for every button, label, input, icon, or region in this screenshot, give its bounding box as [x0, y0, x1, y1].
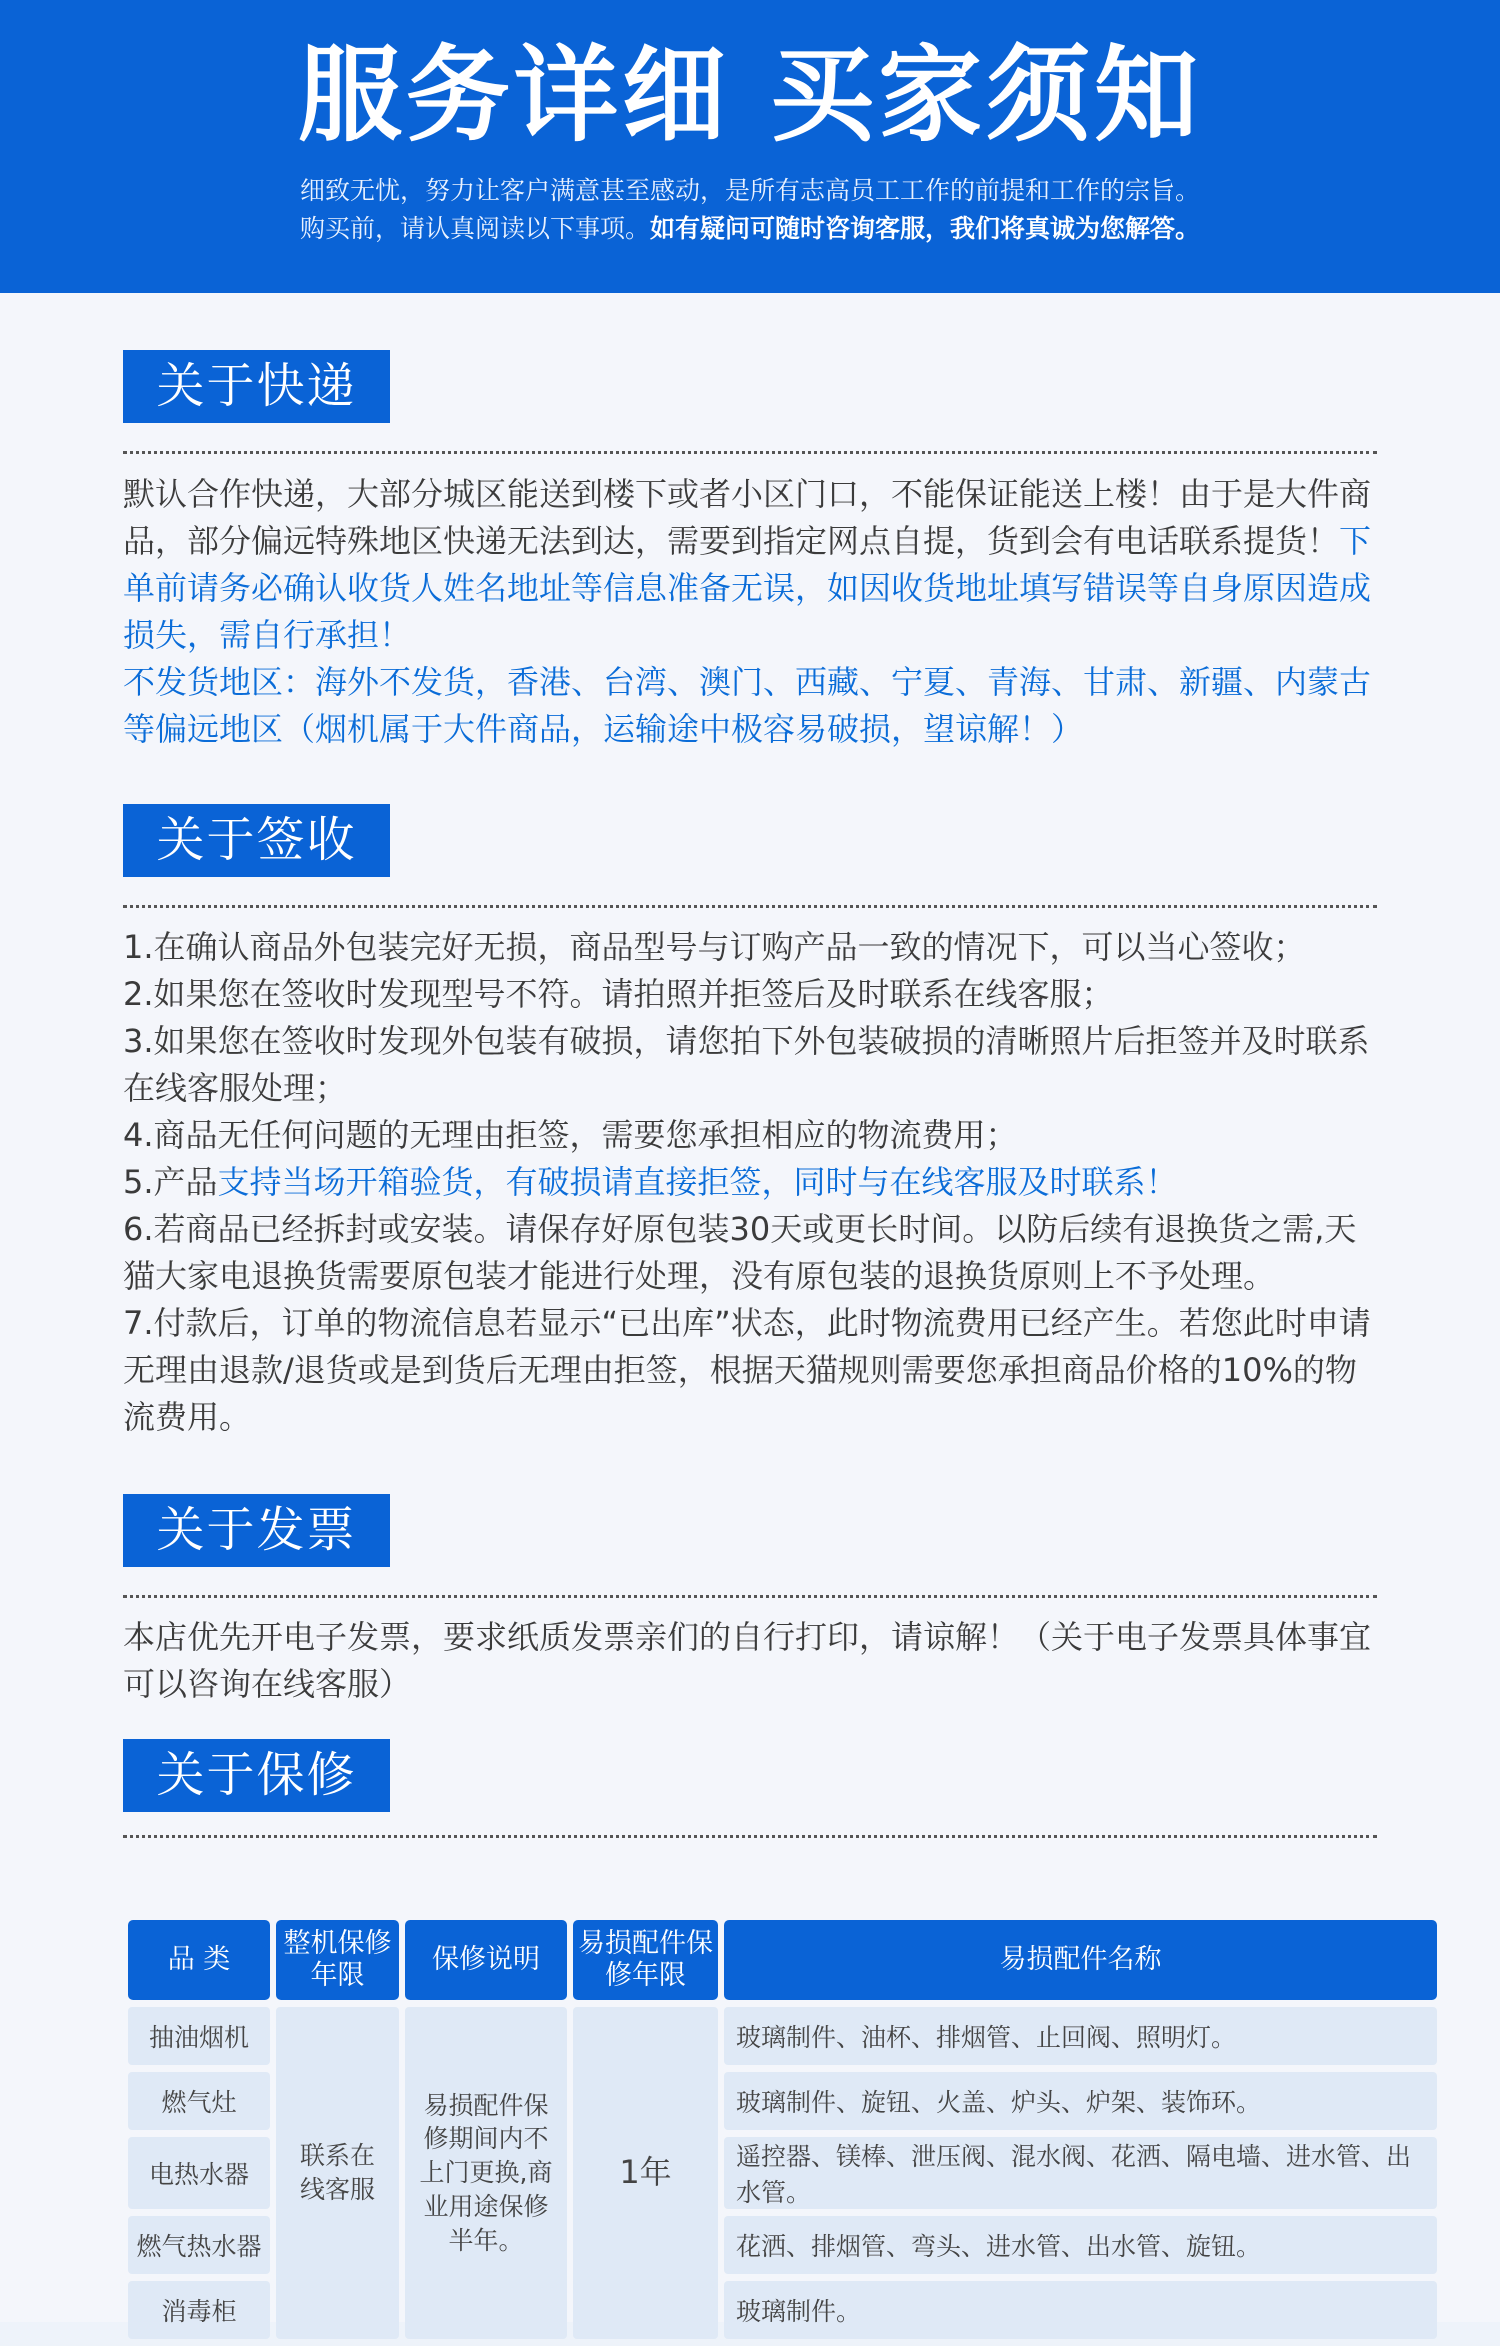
header-subtitle-2a: 购买前，请认真阅读以下事项。 [299, 214, 650, 243]
parts-cell: 花洒、排烟管、弯头、进水管、出水管、旋钮。 [724, 2216, 1437, 2274]
signing-item-2: 2.如果您在签收时发现型号不符。请拍照并拒签后及时联系在线客服； [123, 975, 1114, 1013]
header-subtitle-2b: 如有疑问可随时咨询客服，我们将真诚为您解答。 [650, 214, 1201, 243]
signing-item-5 [123, 1159, 1383, 1206]
category-cell: 燃气热水器 [128, 2216, 270, 2274]
divider [123, 905, 1377, 908]
parts-cell: 遥控器、镁棒、泄压阀、混水阀、花洒、隔电墙、进水管、出水管。 [724, 2137, 1437, 2209]
page-title: 服务详细 买家须知 [297, 34, 1203, 156]
machine-warranty-cell: 联系在线客服 [276, 2007, 399, 2339]
section-tag-signing: 关于签收 [123, 804, 390, 877]
header-note: 保修说明 [405, 1920, 567, 2000]
signing-list [123, 924, 1383, 1441]
header-subtitle-2 [0, 214, 1500, 244]
header-subtitle-1: 细致无忧，努力让客户满意甚至感动，是所有志高员工工作的前提和工作的宗旨。 [299, 176, 1200, 205]
header-parts-name: 易损配件名称 [724, 1920, 1437, 2000]
signing-item-6: 6.若商品已经拆封或安装。请保存好原包装30天或更长时间。以防后续有退换货之需,天猫大家电退换货需要原包装才能进行处理，没有原包装的退换货原则上不予处理。 [123, 1210, 1357, 1295]
warranty-table [122, 1913, 1443, 2346]
table-header-row [128, 1920, 1437, 2000]
express-text [123, 471, 1383, 753]
section-tag-invoice: 关于发票 [123, 1494, 390, 1567]
header-parts-warranty: 易损配件保修年限 [573, 1920, 718, 2000]
parts-cell: 玻璃制件。 [724, 2281, 1437, 2339]
category-cell: 消毒柜 [128, 2281, 270, 2339]
category-cell: 抽油烟机 [128, 2007, 270, 2065]
category-cell: 电热水器 [128, 2137, 270, 2209]
express-text-blue: 下单前请务必确认收货人姓名地址等信息准备无误，如因收货地址填写错误等自身原因造成损失，需自行承担！ [123, 522, 1372, 654]
parts-cell: 玻璃制件、旋钮、火盖、炉头、炉架、装饰环。 [724, 2072, 1437, 2130]
signing-item-4: 4.商品无任何问题的无理由拒签，需要您承担相应的物流费用； [123, 1116, 1018, 1154]
header-category: 品 类 [128, 1920, 270, 2000]
invoice-text: 本店优先开电子发票，要求纸质发票亲们的自行打印，请谅解！（关于电子发票具体事宜可以咨询在线客服） [123, 1618, 1372, 1703]
parts-warranty-cell: 1年 [573, 2007, 718, 2339]
signing-item-5a: 5.产品 [123, 1163, 218, 1201]
signing-item-7: 7.付款后，订单的物流信息若显示“已出库”状态，此时物流费用已经产生。若您此时申请无理由退款/退货或是到货后无理由拒签，根据天猫规则需要您承担商品价格的10%的物流费用。 [123, 1304, 1371, 1436]
signing-item-3: 3.如果您在签收时发现外包装有破损，请您拍下外包装破损的清晰照片后拒签并及时联系在线客服处理； [123, 1022, 1370, 1107]
signing-item-5b: 支持当场开箱验货，有破损请直接拒签，同时与在线客服及时联系！ [217, 1163, 1178, 1201]
note-cell: 易损配件保修期间内不上门更换,商业用途保修半年。 [405, 2007, 567, 2339]
section-tag-express: 关于快递 [123, 350, 390, 423]
page-header [0, 0, 1500, 293]
divider [123, 1595, 1377, 1598]
signing-item-1: 1.在确认商品外包装完好无损，商品型号与订购产品一致的情况下，可以当心签收； [123, 928, 1306, 966]
category-cell: 燃气灶 [128, 2072, 270, 2130]
express-text-1: 默认合作快递，大部分城区能送到楼下或者小区门口，不能保证能送上楼！由于是大件商品，部分偏远特殊地区快递无法到达，需要到指定网点自提，货到会有电话联系提货！ [123, 475, 1372, 560]
parts-cell: 玻璃制件、油杯、排烟管、止回阀、照明灯。 [724, 2007, 1437, 2065]
express-no-ship: 不发货地区：海外不发货，香港、台湾、澳门、西藏、宁夏、青海、甘肃、新疆、内蒙古等偏远地区（烟机属于大件商品，运输途中极容易破损，望谅解！） [123, 663, 1372, 748]
header-machine-warranty: 整机保修年限 [276, 1920, 399, 2000]
divider [123, 451, 1377, 454]
section-tag-warranty: 关于保修 [123, 1739, 390, 1812]
divider [123, 1835, 1377, 1838]
table-row [128, 2007, 1437, 2065]
